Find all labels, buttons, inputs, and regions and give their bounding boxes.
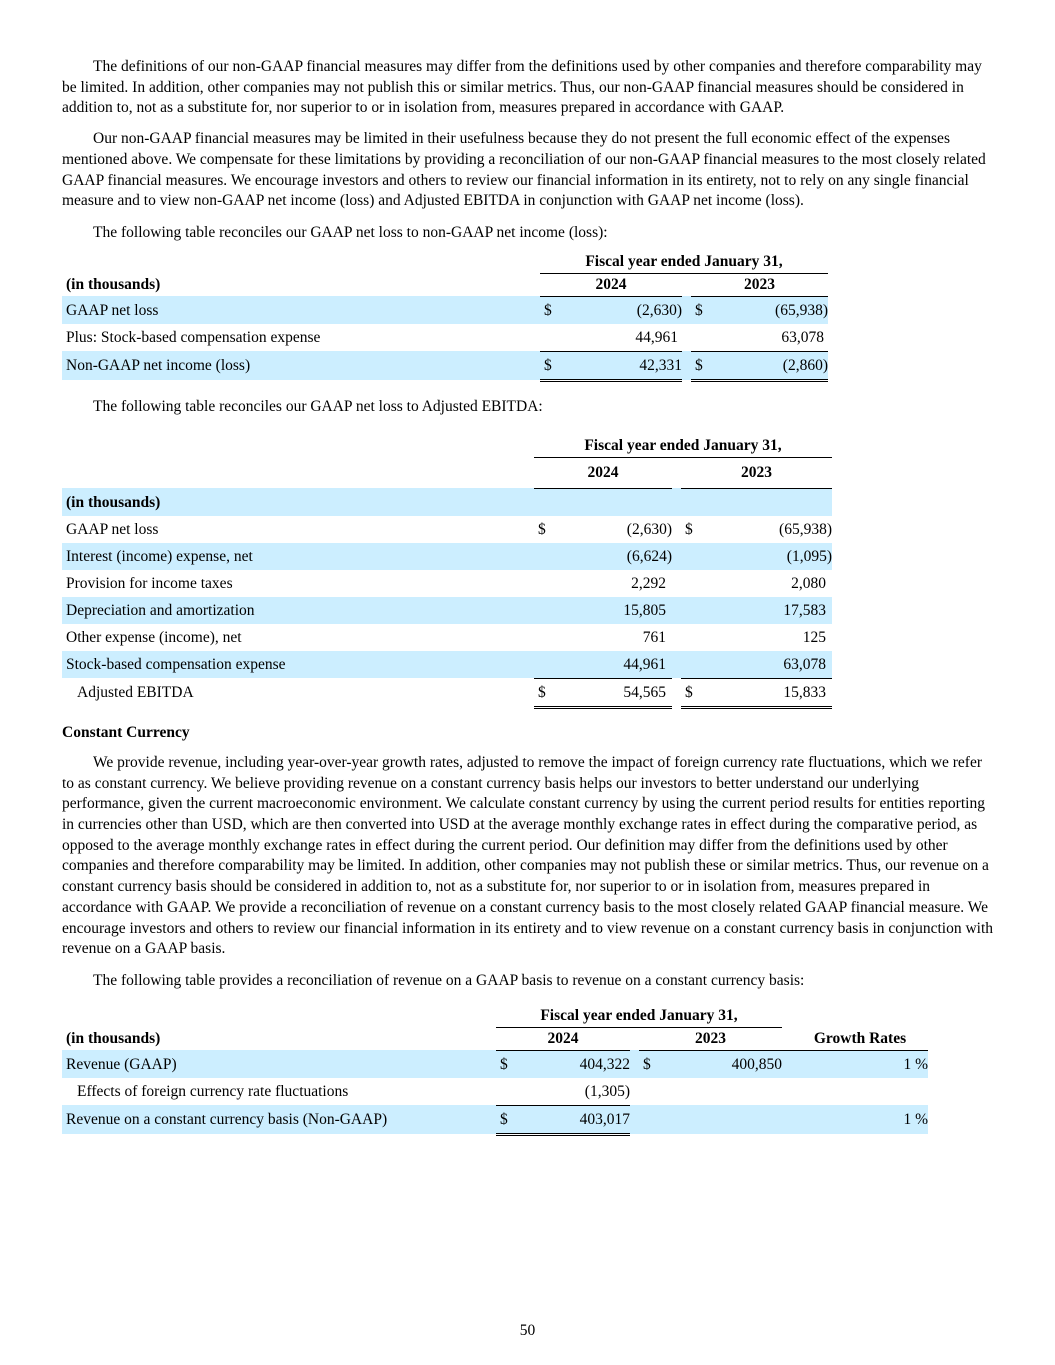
table-adjusted-ebitda <box>62 435 832 709</box>
table-row: Revenue (GAAP) $ 404,322 $ 400,850 1 % <box>62 1050 928 1078</box>
table3-intro: The following table provides a reconciliation of revenue on a GAAP basis to revenue on a constant currency basis: <box>93 971 805 989</box>
table-constant-currency <box>62 1005 928 1136</box>
paragraph-non-gaap-definitions: The definitions of our non-GAAP financial measures may differ from the definitions used by other companies and therefore comparability may be limited. In addition, other companies may not publish this or similar metrics. Thus, our non-GAAP financial measures should be considered in addition to, not as a substitute for, nor superior to or in isolation from, measures prepared in accordance with GAAP. <box>62 58 982 117</box>
table-row: Effects of foreign currency rate fluctuations (1,305) <box>62 1078 928 1106</box>
period-header: Fiscal year ended January 31, <box>540 251 828 274</box>
year-header-2024: 2024 <box>540 273 682 296</box>
table2-intro: The following table reconciles our GAAP net loss to Adjusted EBITDA: <box>93 397 543 415</box>
table-row: Depreciation and amortization 15,805 17,583 <box>62 597 832 624</box>
year-header-2023: 2023 <box>639 1027 782 1050</box>
table-row: GAAP net loss $ (2,630) $ (65,938) <box>66 520 832 538</box>
table-row: Plus: Stock-based compensation expense 44,961 63,078 <box>62 324 828 352</box>
table-row: Other expense (income), net 761 125 <box>66 628 826 646</box>
period-header: Fiscal year ended January 31, <box>496 1005 782 1028</box>
paragraph-constant-currency: We provide revenue, including year-over-year growth rates, adjusted to remove the impact of foreign currency rate fluctuations, which we refer to as constant currency. We believe providing revenue on a constant currency basis helps our investors to better understand our underlying performance, given the current macroeconomic environment. We calculate constant currency by using the current period results for entities reporting in currencies other than USD, which are then converted into USD at the average monthly exchange rates in effect during the comparative period, as opposed to the average monthly exchange rates in effect during the current period. Our definition may differ from the definitions used by other companies and therefore comparability may be limited. In addition, other companies may not publish these or similar metrics. Thus, our revenue on a constant currency basis should be considered in addition to, not as a substitute for, nor superior to or in isolation from, measures prepared in accordance with GAAP. We provide a reconciliation of revenue on a constant currency basis to the most closely related GAAP financial measure. We encourage investors and others to review our financial information in its entirety and to view revenue on a constant currency basis in conjunction with revenue on a GAAP basis. <box>62 753 994 958</box>
table-row: GAAP net loss $ (2,630) $ (65,938) <box>62 296 828 324</box>
table-row: Provision for income taxes 2,292 2,080 <box>66 574 826 592</box>
growth-rates-header: Growth Rates <box>782 1027 928 1050</box>
table-row: Stock-based compensation expense 44,961 63,078 <box>62 651 832 679</box>
table-row: Non-GAAP net income (loss) $ 42,331 $ (2,860) <box>62 351 828 380</box>
table-row: Interest (income) expense, net (6,624) (1,095) <box>62 543 832 570</box>
units-label: (in thousands) <box>62 488 534 516</box>
section-title-constant-currency: Constant Currency <box>62 723 190 741</box>
units-label: (in thousands) <box>66 275 161 293</box>
year-header-2024: 2024 <box>534 457 672 488</box>
paragraph-non-gaap-limitations: Our non-GAAP financial measures may be limited in their usefulness because they do not present the full economic effect of the expenses mentioned above. We compensate for these limitations by providing a reconciliation of our non-GAAP financial measures to the most closely related GAAP financial measures. We encourage investors and others to review our financial information in its entirety, not to rely on any single financial measure and to view non-GAAP net income (loss) and Adjusted EBITDA in conjunction with GAAP net income (loss). <box>62 130 986 210</box>
page-number: 50 <box>519 1322 536 1339</box>
document-page <box>62 57 994 1136</box>
year-header-2024: 2024 <box>496 1027 630 1050</box>
table-row: Revenue on a constant currency basis (Non-GAAP) $ 403,017 1 % <box>62 1105 928 1134</box>
year-header-2023: 2023 <box>691 273 828 296</box>
table1-intro: The following table reconciles our GAAP net loss to non-GAAP net income (loss): <box>93 223 608 241</box>
table-non-gaap-net-income <box>62 251 828 382</box>
year-header-2023: 2023 <box>681 457 832 488</box>
table-row: Adjusted EBITDA $ 54,565 $ 15,833 <box>62 678 832 707</box>
period-header: Fiscal year ended January 31, <box>534 435 832 458</box>
units-label: (in thousands) <box>66 1029 161 1047</box>
